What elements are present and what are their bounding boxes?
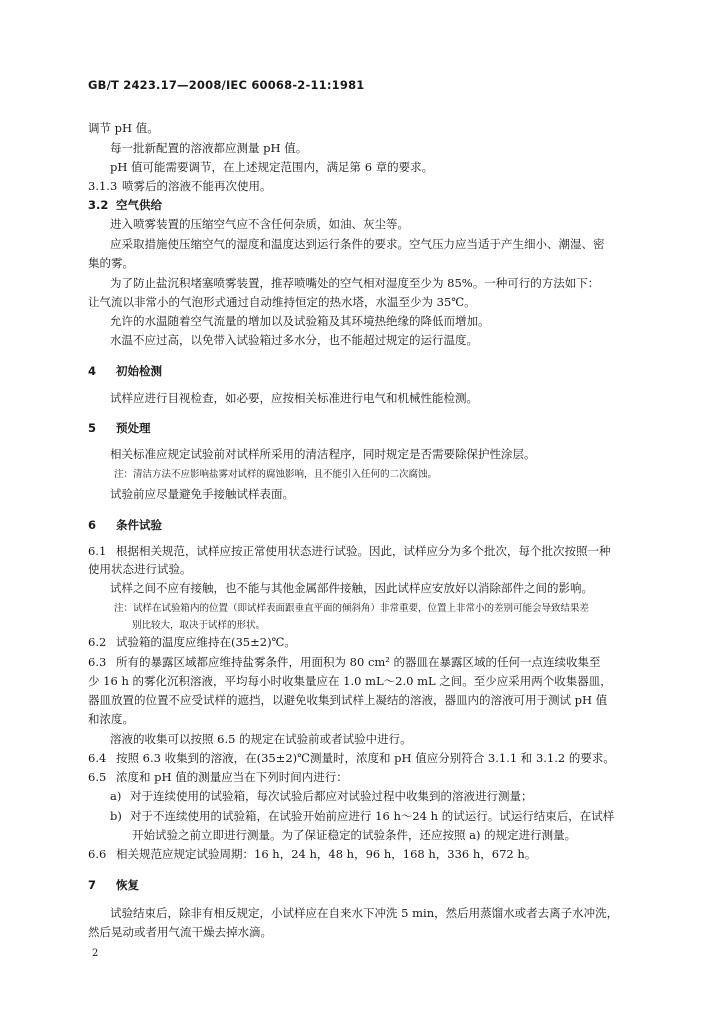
text-line: 试验结束后，除非有相反规定，小试样应在自来水下冲洗 5 min，然后用蒸馏水或者去离子水冲洗， xyxy=(110,906,619,920)
text-line: 为了防止盐沉积堵塞喷雾装置，推荐喷嘴处的空气相对湿度至少为 85%。一种可行的方法如下： xyxy=(110,276,600,290)
clause-text: 所有的暴露区域都应维持盐雾条件，用面积为 80 cm² 的器皿在暴露区域的任何一点连续收集至 xyxy=(116,655,601,669)
clause-6-4 xyxy=(88,750,672,766)
text-line: 调节 pH 值。 xyxy=(88,121,159,135)
page-number: 2 xyxy=(92,948,99,959)
note-line: 别比较大，取决于试样的形状。 xyxy=(132,620,266,631)
text-line: pH 值可能需要调节，在上述规定范围内，满足第 6 章的要求。 xyxy=(110,160,434,174)
clause-text: 根据相关规范，试样应按正常使用状态进行试验。因此，试样应分为多个批次，每个批次按照一种 xyxy=(116,544,611,558)
list-marker: a) xyxy=(110,789,122,803)
text-line: 开始试验之前立即进行测量。为了保证稳定的试验条件，还应按照 a) 的规定进行测量。 xyxy=(132,828,577,842)
text-line: 相关标准应规定试验前对试样所采用的清洁程序，同时规定是否需要除保护性涂层。 xyxy=(110,447,536,461)
text-line: 每一批新配置的溶液都应测量 pH 值。 xyxy=(110,141,308,155)
list-text: 对于不连续使用的试验箱，在试验开始前应进行 16 h～24 h 的试运行。试运行结束后，在试样 xyxy=(130,809,615,823)
text-line: 应采取措施使压缩空气的湿度和温度达到运行条件的要求。空气压力应当适于产生细小、潮湿、密 xyxy=(110,237,605,251)
note-line: 注：清洁方法不应影响盐雾对试样的腐蚀影响，且不能引入任何的二次腐蚀。 xyxy=(114,469,438,480)
list-text: 对于连续使用的试验箱，每次试验后都应对试验过程中收集到的溶液进行测量； xyxy=(130,789,533,803)
clause-number: 6.2 xyxy=(88,635,107,649)
text-line: 允许的水温随着空气流量的增加以及试验箱及其环境热绝缘的降低而增加。 xyxy=(110,314,490,328)
text-line: 试验前应尽量避免手接触试样表面。 xyxy=(110,487,294,501)
section-title: 条件试验 xyxy=(116,518,162,532)
text-line: 溶液的收集可以按照 6.5 的规定在试验前或者试验中进行。 xyxy=(110,732,412,746)
text-line: 然后晃动或者用气流干燥去掉水滴。 xyxy=(88,925,272,939)
clause-6-2 xyxy=(88,634,672,650)
list-item-b xyxy=(110,808,694,824)
clause-number: 6.5 xyxy=(88,770,107,784)
clause-text: 喷雾后的溶液不能再次使用。 xyxy=(122,179,272,193)
clause-number: 6.3 xyxy=(88,655,107,669)
text-line: 和浓度。 xyxy=(88,712,134,726)
section-number: 5 xyxy=(88,421,97,435)
clause-6-3 xyxy=(88,654,672,670)
clause-number: 6.1 xyxy=(88,544,107,558)
clause-6-1 xyxy=(88,543,672,559)
text-line: 让气流以非常小的气泡形式通过自动维持恒定的热水塔，水温至少为 35℃。 xyxy=(88,295,476,309)
section-number: 6 xyxy=(88,518,97,532)
section-6-heading xyxy=(88,517,672,533)
clause-text: 试验箱的温度应维持在(35±2)℃。 xyxy=(116,635,296,649)
section-title: 预处理 xyxy=(116,421,151,435)
text-line: 试样之间不应有接触，也不能与其他金属部件接触，因此试样应安放好以消除部件之间的影响。 xyxy=(110,581,593,595)
clause-3-1-3 xyxy=(88,178,672,194)
section-5-heading xyxy=(88,420,672,436)
clause-number: 3.2 xyxy=(88,198,109,212)
clause-title: 空气供给 xyxy=(116,198,162,212)
list-item-a xyxy=(110,788,694,804)
clause-6-6 xyxy=(88,846,672,862)
clause-number: 6.4 xyxy=(88,751,107,765)
text-line: 使用状态进行试验。 xyxy=(88,562,192,576)
clause-text: 相关规范应规定试验周期：16 h，24 h，48 h，96 h，168 h，336 h，672 h。 xyxy=(116,847,537,861)
text-line: 试样应进行目视检查，如必要，应按相关标准进行电气和机械性能检测。 xyxy=(110,391,478,405)
section-number: 7 xyxy=(88,878,97,892)
note-line: 注：试样在试验箱内的位置（即试样表面跟垂直平面的倾斜角）非常重要，位置上非常小的差别可能会导致结果差 xyxy=(114,603,590,614)
clause-text: 按照 6.3 收集到的溶液，在(35±2)℃测量时，浓度和 pH 值应分别符合 3.1.1 和 3.1.2 的要求。 xyxy=(116,751,615,765)
text-line: 水温不应过高，以免带入试验箱过多水分，也不能超过规定的运行温度。 xyxy=(110,333,478,347)
text-line: 少 16 h 的雾化沉积溶液，平均每小时收集量应在 1.0 mL～2.0 mL 之间。至少应采用两个收集器皿， xyxy=(88,674,612,688)
page-header-standard-number: GB/T 2423.17—2008/IEC 60068-2-11:1981 xyxy=(88,78,365,92)
clause-text: 浓度和 pH 值的测量应当在下列时间内进行： xyxy=(116,770,348,784)
clause-3-2-heading xyxy=(88,197,672,213)
list-marker: b) xyxy=(110,809,122,823)
section-7-heading xyxy=(88,877,672,893)
section-number: 4 xyxy=(88,364,97,378)
section-title: 恢复 xyxy=(116,878,139,892)
text-line: 器皿放置的位置不应受试样的遮挡，以避免收集到试样上凝结的溶液，器皿内的溶液可用于测试 pH 值 xyxy=(88,693,608,707)
text-line: 进入喷雾装置的压缩空气应不含任何杂质，如油、灰尘等。 xyxy=(110,217,409,231)
clause-number: 3.1.3 xyxy=(88,179,118,193)
text-line: 集的雾。 xyxy=(88,256,134,270)
section-title: 初始检测 xyxy=(116,364,162,378)
clause-number: 6.6 xyxy=(88,847,107,861)
section-4-heading xyxy=(88,363,672,379)
clause-6-5 xyxy=(88,769,672,785)
